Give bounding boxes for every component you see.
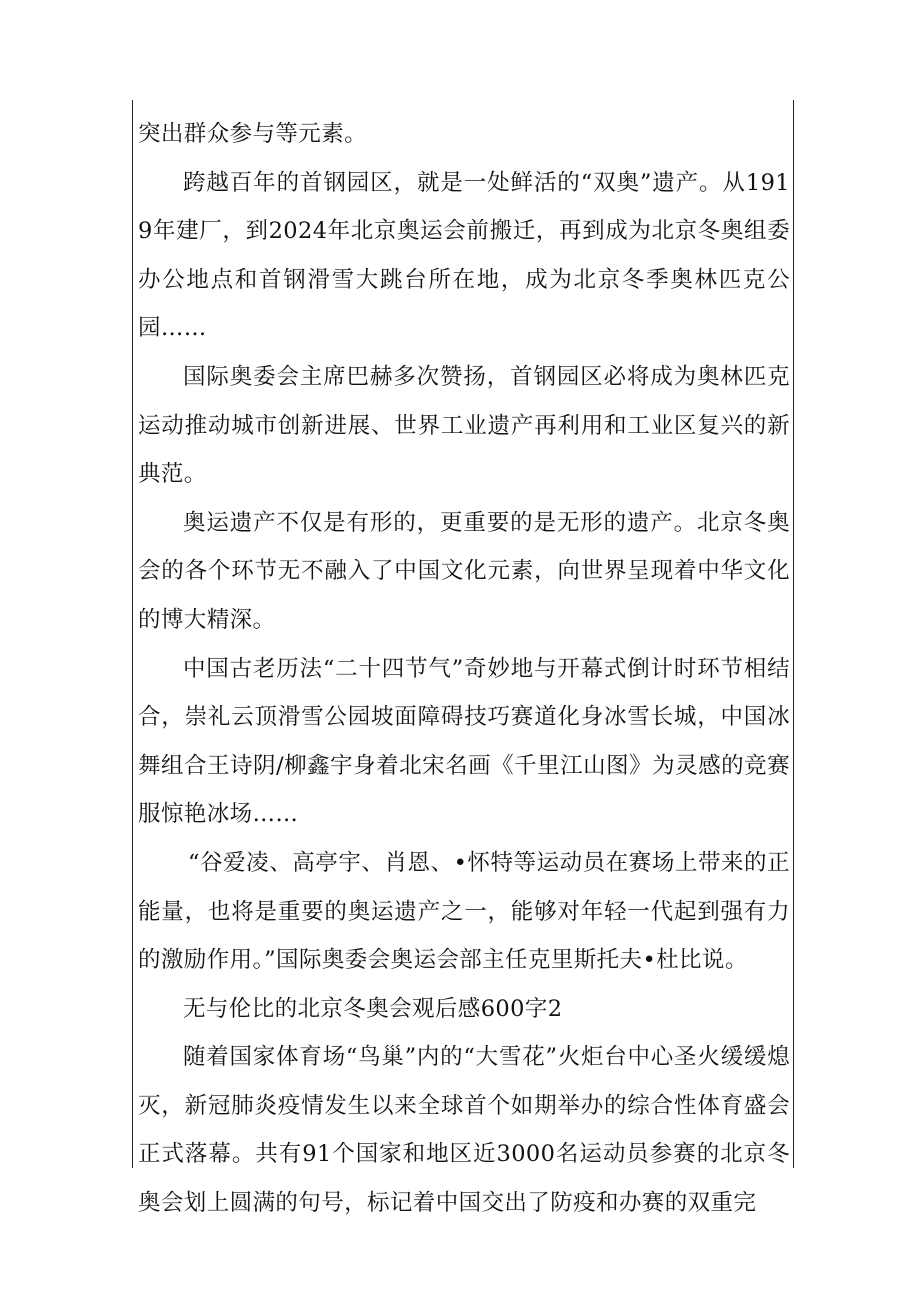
paragraph-dubi-quote: “谷爱凌、高亭宇、肖恩、•怀特等运动员在赛场上带来的正能量，也将是重要的奥运遗产之一，能够对年轻一代起到强有力的激励作用。”国际奥委会奥运会部主任克里斯托夫•杜比说。 [138,849,790,974]
section-heading: 无与伦比的北京冬奥会观后感600字2 [183,995,563,1022]
paragraph-closing-ceremony: 随着国家体育场“鸟巢”内的“大雪花”火炬台中心圣火缓缓熄灭，新冠肺炎疫情发生以来全球首个如期举办的综合性体育盛会正式落幕。共有91个国家和地区近3000名运动员参赛的北京冬奥会划上圆满的句号，标记着中国交出了防疫和办赛的双重完 [138,1044,790,1217]
table-border-left [132,100,133,1168]
paragraph-shougang-park: 跨越百年的首钢园区，就是一处鲜活的“双奥”遗产。从1919年建厂，到2024年北京奥运会前搬迁，再到成为北京冬奥组委办公地点和首钢滑雪大跳台所在地，成为北京冬季奥林匹克公园…… [138,169,790,342]
paragraph-cultural-elements: 中国古老历法“二十四节气”奇妙地与开幕式倒计时环节相结合，崇礼云顶滑雪公园坡面障碍技巧赛道化身冰雪长城，中国冰舞组合王诗阴/柳鑫宇身着北宋名画《千里江山图》为灵感的竞赛服惊艳冰场…… [138,655,790,828]
paragraph-intangible-legacy: 奥运遗产不仅是有形的，更重要的是无形的遗产。北京冬奥会的各个环节无不融入了中国文化元素，向世界呈现着中华文化的博大精深。 [138,509,790,633]
paragraph-bach-praise: 国际奥委会主席巴赫多次赞扬，首钢园区必将成为奥林匹克运动推动城市创新进展、世界工业遗产再利用和工业区复兴的新典范。 [138,363,790,488]
paragraph-continuation: 突出群众参与等元素。 [138,121,368,147]
document-body [138,110,790,1228]
table-border-right [793,100,794,1168]
